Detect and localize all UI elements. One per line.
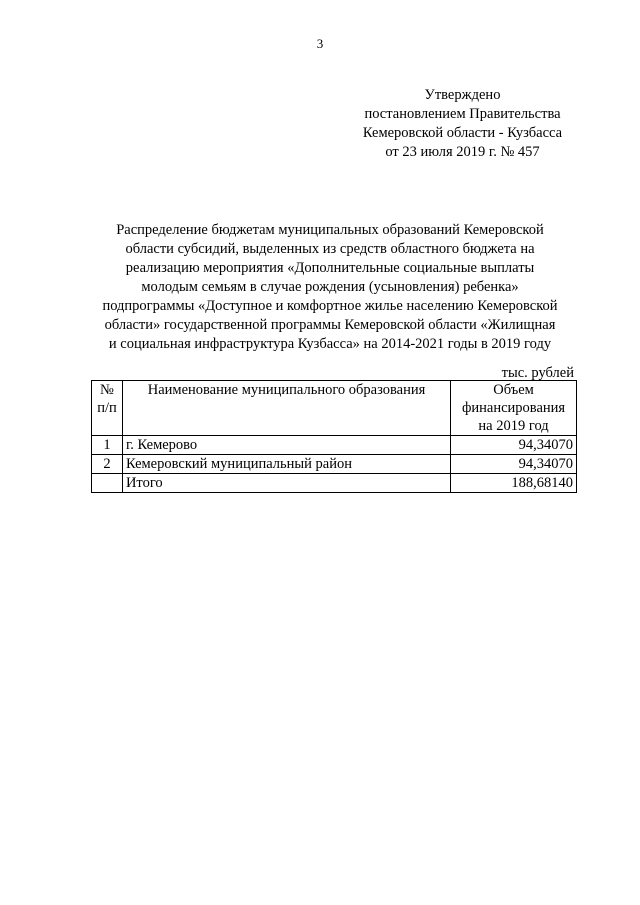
page-number: 3 [316,36,324,51]
approval-line: постановлением Правительства [364,106,561,122]
table-total-row [92,474,577,493]
row-name: Кемеровский муниципальный район [122,455,450,474]
title-line: области субсидий, выделенных из средств областного бюджета на [125,241,535,257]
total-number [92,474,123,493]
title-line: молодым семьям в случае рождения (усыновления) ребенка» [141,279,519,295]
header-value-line2: финансирования [462,400,566,416]
total-value: 188,68140 [451,474,577,493]
row-number: 2 [92,455,123,474]
header-number [92,381,123,436]
title-line: подпрограммы «Доступное и комфортное жилье населению Кемеровской [102,298,558,314]
approval-stamp [340,86,585,162]
row-number: 1 [92,436,123,455]
approval-line: Кемеровской области - Кузбасса [362,125,563,141]
header-value-line1: Объем [493,382,534,398]
title-line: Распределение бюджетам муниципальных образований Кемеровской [116,222,544,238]
header-number-line2: п/п [97,400,117,416]
header-number-line1: № [100,382,114,398]
units-label: тыс. рублей [501,365,574,381]
row-value: 94,34070 [451,436,577,455]
row-name: г. Кемерово [122,436,450,455]
row-value: 94,34070 [451,455,577,474]
table-header-row [92,381,577,436]
title-line: области» государственной программы Кемеровской области «Жилищная [104,317,556,333]
title-line: реализацию мероприятия «Дополнительные социальные выплаты [125,260,535,276]
document-title [80,221,580,354]
approval-line: от 23 июля 2019 г. № 457 [385,144,540,160]
total-label: Итого [122,474,450,493]
budget-table [91,380,577,493]
table-row [92,436,577,455]
table-row [92,455,577,474]
header-value-line3: на 2019 год [478,418,549,434]
header-name: Наименование муниципального образования [122,381,450,436]
approval-line: Утверждено [424,87,501,103]
title-line: и социальная инфраструктура Кузбасса» на 2014-2021 годы в 2019 году [108,336,552,352]
header-value [451,381,577,436]
